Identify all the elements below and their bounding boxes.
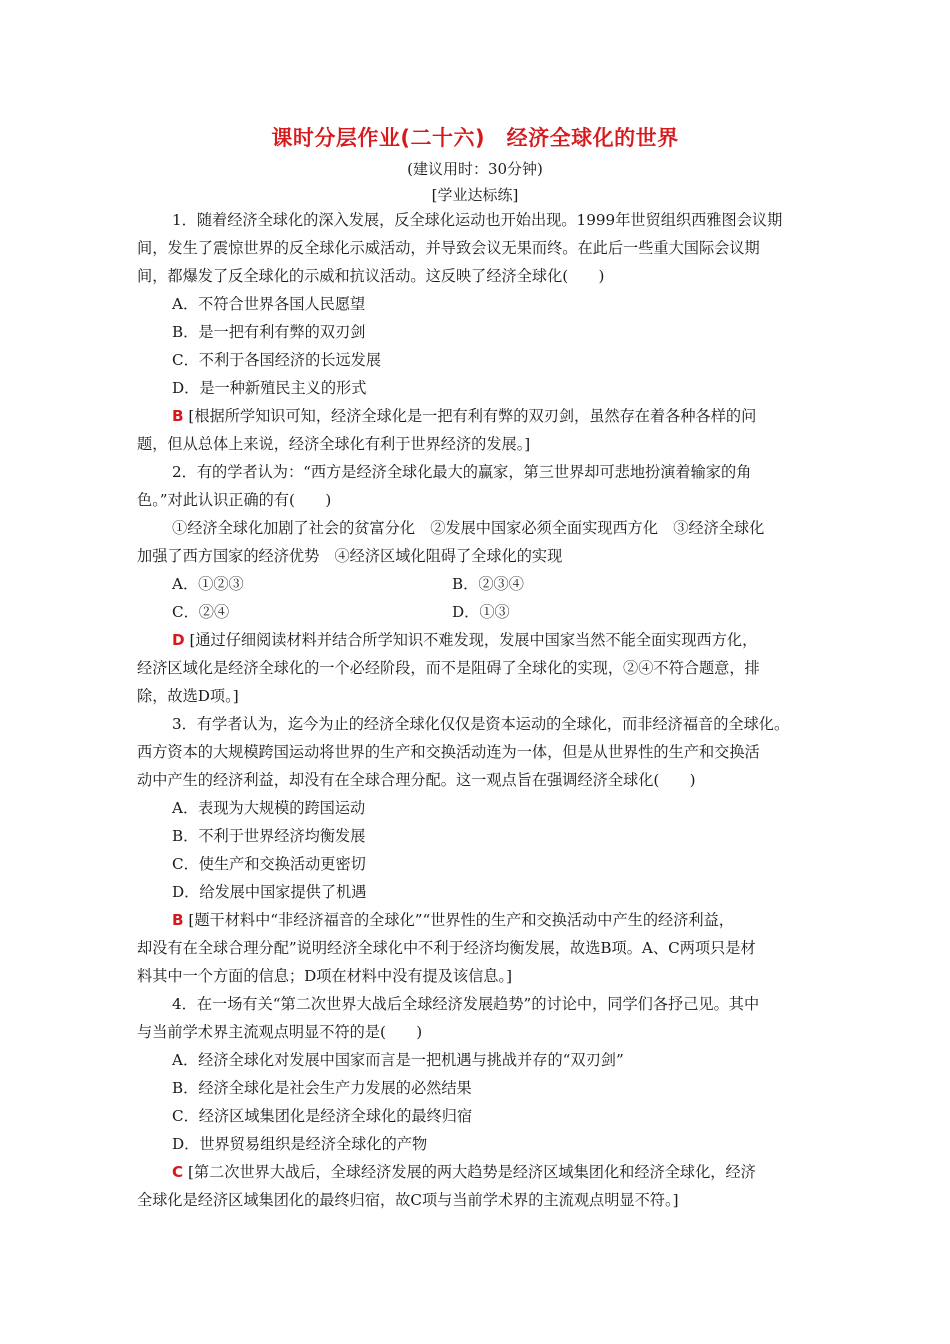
section-heading: [学业达标练] <box>431 186 519 204</box>
question-3-option-d: D．给发展中国家提供了机遇 <box>172 883 367 901</box>
time-suggestion: (建议用时：30分钟) <box>407 160 543 178</box>
question-1-option-b: B．是一把有利有弊的双刃剑 <box>172 323 366 341</box>
question-4-stem: 与当前学术界主流观点明显不符的是( ) <box>137 1023 423 1041</box>
answer-explanation: [通过仔细阅读材料并结合所学知识不难发现，发展中国家当然不能全面实现西方化， <box>189 631 758 649</box>
question-1-option-a: A．不符合世界各国人民愿望 <box>172 295 366 313</box>
answer-explanation: [第二次世界大战后，全球经济发展的两大趋势是经济区域集团化和经济全球化，经济 <box>187 1163 756 1181</box>
question-1-answer <box>172 406 756 426</box>
question-1-stem: 1．随着经济全球化的深入发展，反全球化运动也开始出现。1999年世贸组织西雅图会议期 <box>172 211 783 229</box>
question-2-stem: 色。”对此认识正确的有( ) <box>137 491 332 509</box>
question-4-stem: 4．在一场有关“第二次世界大战后全球经济发展趋势”的讨论中，同学们各抒己见。其中 <box>172 995 760 1013</box>
question-1-option-c: C．不利于各国经济的长远发展 <box>172 351 382 369</box>
question-2-items: 加强了西方国家的经济优势 ④经济区域化阻碍了全球化的实现 <box>137 547 563 565</box>
question-2-option-c: C．②④ <box>172 603 230 621</box>
question-1-stem: 间，都爆发了反全球化的示威和抗议活动。这反映了经济全球化( ) <box>137 267 605 285</box>
question-3-answer <box>172 910 734 930</box>
question-2-option-d: D．①③ <box>452 603 510 621</box>
question-2-stem: 2．有的学者认为：“西方是经济全球化最大的赢家，第三世界却可悲地扮演着输家的角 <box>172 463 752 481</box>
question-3-answer: 料其中一个方面的信息；D项在材料中没有提及该信息。] <box>137 967 513 985</box>
answer-explanation: [根据所学知识可知，经济全球化是一把有利有弊的双刃剑，虽然存在着各种各样的问 <box>188 407 757 425</box>
question-1-answer: 题，但从总体上来说，经济全球化有利于世界经济的发展。] <box>137 435 531 453</box>
question-2-answer: 除，故选D项。] <box>137 687 239 705</box>
question-2-answer <box>172 630 757 650</box>
question-3-stem: 西方资本的大规模跨国运动将世界的生产和交换活动连为一体，但是从世界性的生产和交换活 <box>137 743 760 761</box>
question-4-option-c: C．经济区域集团化是经济全球化的最终归宿 <box>172 1107 473 1125</box>
question-4-answer <box>172 1162 756 1182</box>
question-1-stem: 间，发生了震惊世界的反全球化示威活动，并导致会议无果而终。在此后一些重大国际会议期 <box>137 239 760 257</box>
question-4-option-b: B．经济全球化是社会生产力发展的必然结果 <box>172 1079 472 1097</box>
answer-letter: C <box>172 1163 184 1181</box>
question-2-option-a: A．①②③ <box>172 575 244 593</box>
answer-letter: B <box>172 407 184 425</box>
question-4-option-d: D．世界贸易组织是经济全球化的产物 <box>172 1135 428 1153</box>
page-title: 课时分层作业(二十六) 经济全球化的世界 <box>271 126 679 150</box>
question-3-stem: 3．有学者认为，迄今为止的经济全球化仅仅是资本运动的全球化，而非经济福音的全球化。 <box>172 715 790 733</box>
question-2-answer: 经济区域化是经济全球化的一个必经阶段，而不是阻碍了全球化的实现，②④不符合题意，排 <box>137 659 760 677</box>
question-2-option-b: B．②③④ <box>452 575 524 593</box>
answer-letter: D <box>172 631 185 649</box>
question-3-option-a: A．表现为大规模的跨国运动 <box>172 799 366 817</box>
question-3-stem: 动中产生的经济利益，却没有在全球合理分配。这一观点旨在强调经济全球化( ) <box>137 771 696 789</box>
question-4-answer: 全球化是经济区域集团化的最终归宿，故C项与当前学术界的主流观点明显不符。] <box>137 1191 679 1209</box>
question-1-option-d: D．是一种新殖民主义的形式 <box>172 379 367 397</box>
question-2-items: ①经济全球化加剧了社会的贫富分化 ②发展中国家必须全面实现西方化 ③经济全球化 <box>172 519 765 537</box>
question-3-option-c: C．使生产和交换活动更密切 <box>172 855 366 873</box>
answer-explanation: [题干材料中“非经济福音的全球化”“世界性的生产和交换活动中产生的经济利益， <box>188 911 734 929</box>
answer-letter: B <box>172 911 184 929</box>
question-4-option-a: A．经济全球化对发展中国家而言是一把机遇与挑战并存的“双刃剑” <box>172 1051 624 1069</box>
question-3-answer: 却没有在全球合理分配”说明经济全球化中不利于经济均衡发展，故选B项。A、C两项只是材 <box>137 939 756 957</box>
question-3-option-b: B．不利于世界经济均衡发展 <box>172 827 366 845</box>
